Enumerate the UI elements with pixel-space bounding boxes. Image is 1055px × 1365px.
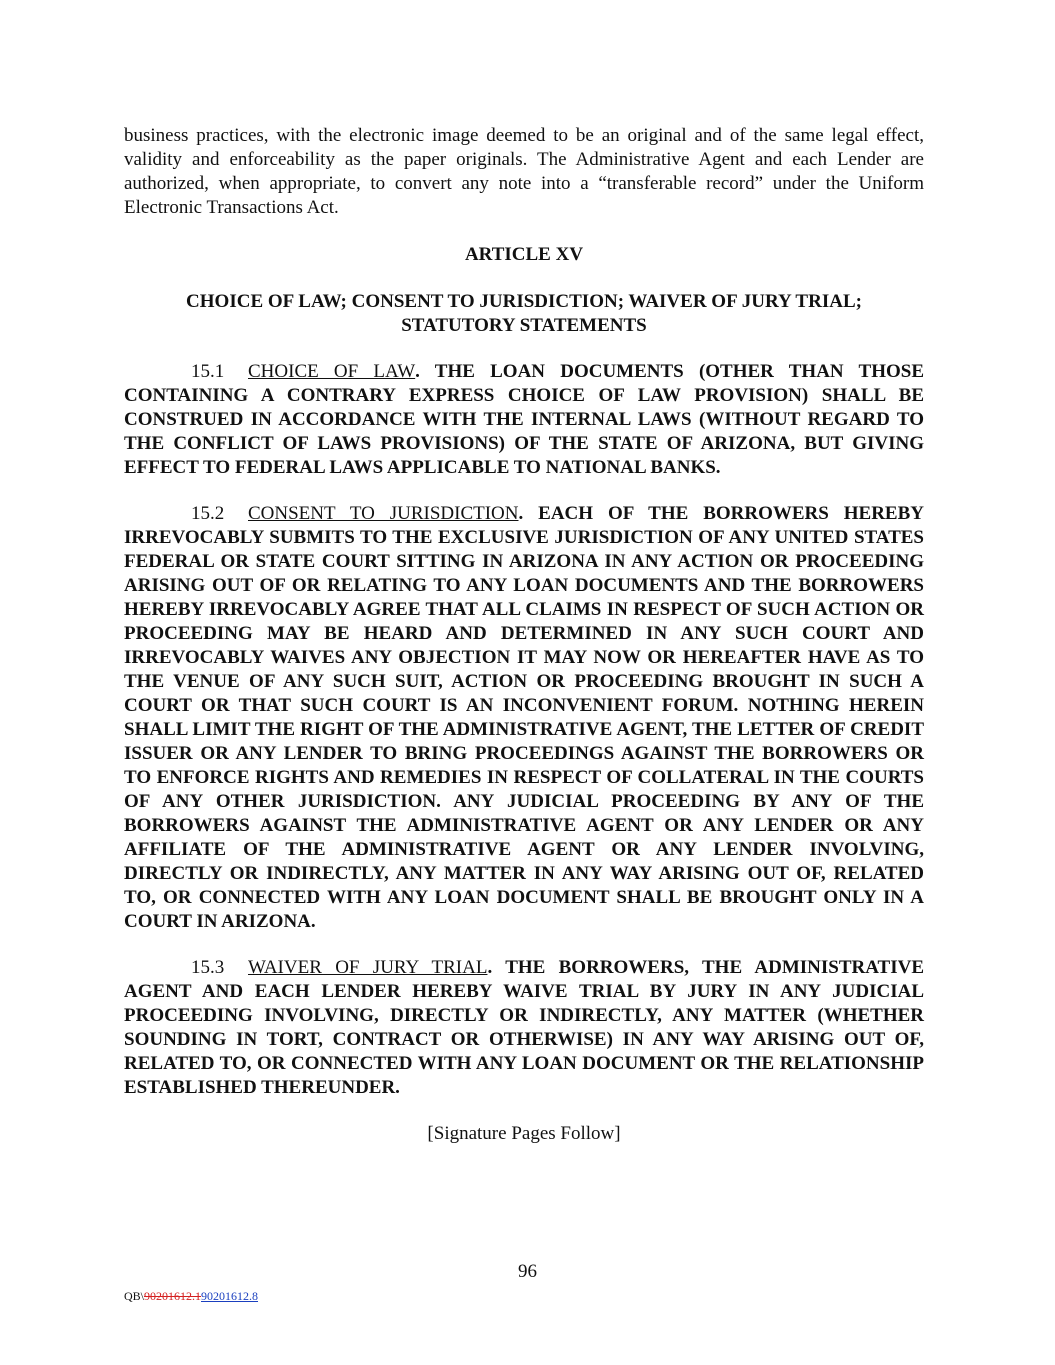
article-heading: ARTICLE XV [464,244,584,265]
section-number: 15.2 [191,503,225,524]
section-body: . EACH OF THE BORROWERS HEREBY IRREVOCABLY SUBMITS TO THE EXCLUSIVE JURISDICTION OF ANY UNITED STATES FEDERAL OR STATE COURT SITTING IN ARIZONA IN ANY ACTION OR PROCEEDING ARISING OUT OF OR RELATING TO ANY LOAN DOCUMENTS AND THE BORROWERS HEREBY IRREVOCABLY AGREE THAT ALL CLAIMS IN RESPECT OF SUCH ACTION OR PROCEEDING MAY BE HEARD AND DETERMINED IN ANY SUCH COURT AND IRREVOCABLY WAIVES ANY OBJECTION IT MAY NOW OR HEREAFTER HAVE AS TO THE VENUE OF ANY SUCH SUIT, ACTION OR PROCEEDING BROUGHT IN SUCH A COURT OR THAT SUCH COURT IS AN INCONVENIENT FORUM. NOTHING HEREIN SHALL LIMIT THE RIGHT OF THE ADMINISTRATIVE AGENT, THE LETTER OF CREDIT ISSUER OR ANY LENDER TO BRING PROCEEDINGS AGAINST THE BORROWERS OR TO ENFORCE RIGHTS AND REMEDIES IN RESPECT OF COLLATERAL IN THE COURTS OF ANY OTHER JURISDICTION. ANY JUDICIAL PROCEEDING BY ANY OF THE BORROWERS AGAINST THE ADMINISTRATIVE AGENT OR ANY LENDER OR ANY AFFILIATE OF THE ADMINISTRATIVE AGENT OR ANY LENDER INVOLVING, DIRECTLY OR INDIRECTLY, ANY MATTER IN ANY WAY ARISING OUT OF, RELATED TO, OR CONNECTED WITH ANY LOAN DOCUMENT SHALL BE BROUGHT ONLY IN A COURT IN ARIZONA. [124,503,924,932]
section-number: 15.3 [191,957,225,978]
intro-paragraph: business practices, with the electronic image deemed to be an original and of the same legal effect, validity and enforceability as the paper originals. The Administrative Agent and each Lender are authorized, when appropriate, to convert any note into a “transferable record” under the Uniform Electronic Transactions Act. [124,125,924,218]
section-number: 15.1 [191,361,225,382]
section-title: CONSENT TO JURISDICTION [248,503,519,524]
section-15-2 [124,502,924,934]
doc-id-deleted: 90201612.1 [144,1289,202,1303]
doc-id-inserted: 90201612.8 [201,1289,259,1303]
document-id-footer [124,1289,258,1303]
section-15-1 [124,360,924,480]
article-title-line-1: CHOICE OF LAW; CONSENT TO JURISDICTION; WAIVER OF JURY TRIAL; [186,291,862,312]
article-title-line-2: STATUTORY STATEMENTS [401,315,647,336]
section-title: CHOICE OF LAW [248,361,416,382]
doc-id-prefix: QB\ [124,1289,145,1303]
signature-pages-note: [Signature Pages Follow] [427,1123,621,1144]
page-number: 96 [518,1261,537,1282]
section-body: . THE LOAN DOCUMENTS (OTHER THAN THOSE CONTAINING A CONTRARY EXPRESS CHOICE OF LAW PROVISION) SHALL BE CONSTRUED IN ACCORDANCE WITH THE INTERNAL LAWS (WITHOUT REGARD TO THE CONFLICT OF LAWS PROVISIONS) OF THE STATE OF ARIZONA, BUT GIVING EFFECT TO FEDERAL LAWS APPLICABLE TO NATIONAL BANKS. [124,361,924,478]
section-body: . THE BORROWERS, THE ADMINISTRATIVE AGENT AND EACH LENDER HEREBY WAIVE TRIAL BY JURY IN ANY JUDICIAL PROCEEDING INVOLVING, DIRECTLY OR INDIRECTLY, ANY MATTER (WHETHER SOUNDING IN TORT, CONTRACT OR OTHERWISE) IN ANY WAY ARISING OUT OF, RELATED TO, OR CONNECTED WITH ANY LOAN DOCUMENT OR THE RELATIONSHIP ESTABLISHED THEREUNDER. [124,957,925,1098]
section-15-3 [124,956,924,1100]
section-title: WAIVER OF JURY TRIAL [248,957,488,978]
document-page [124,124,924,1146]
